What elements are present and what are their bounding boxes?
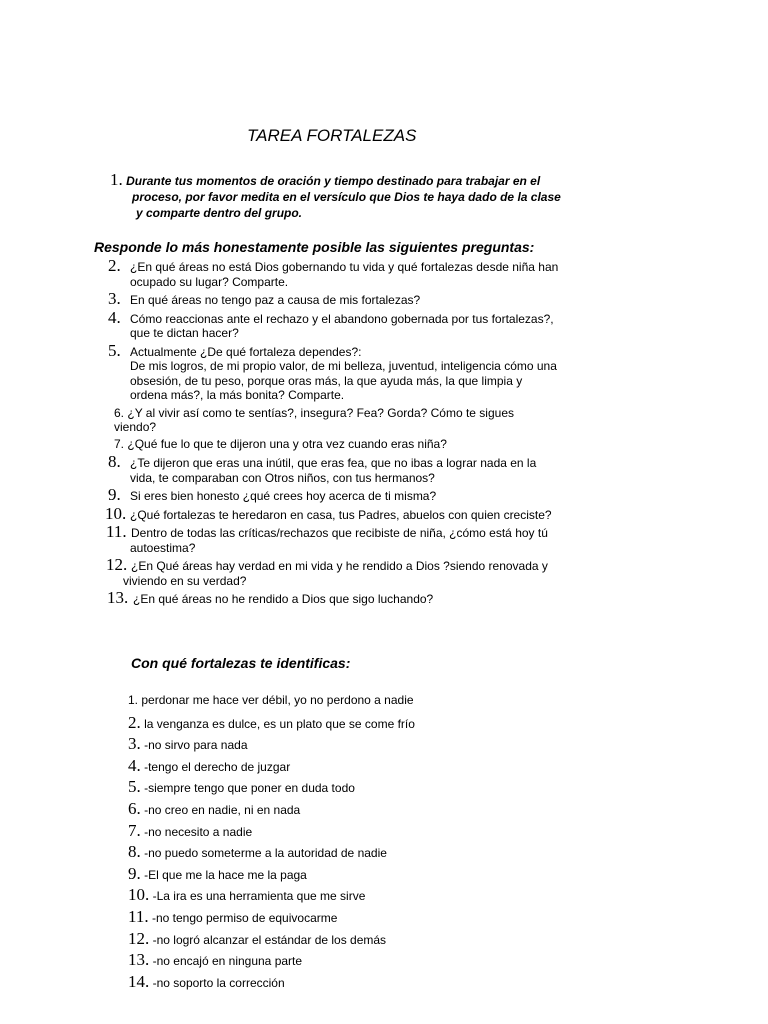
item-number: 7. (128, 820, 141, 840)
question-text: ¿En qué áreas no está Dios gobernando tu vida y qué fortalezas desde niña han (130, 260, 559, 274)
item-text: perdonar me hace ver débil, yo no perdono a nadie (141, 693, 414, 707)
question-number: 5. (108, 340, 121, 360)
questions-heading: Responde lo más honestamente posible las siguientes preguntas: (94, 239, 535, 255)
question-number: 8. (108, 452, 121, 471)
question-item (106, 522, 578, 555)
question-text: ¿En Qué áreas hay verdad en mi vida y he rendido a Dios ?siendo renovada y (131, 559, 548, 573)
questions-list (105, 256, 578, 610)
list-item (128, 971, 548, 993)
page-title: TAREA FORTALEZAS (247, 126, 417, 145)
item-text: -El que me la hace me la paga (144, 867, 307, 882)
identify-heading: Con qué fortalezas te identificas: (131, 655, 351, 671)
question-item (108, 307, 578, 341)
question-number: 6. (114, 405, 125, 420)
question-text: vida, te comparaban con Otros niños, con tus hermanos? (130, 470, 435, 485)
question-text: ¿En qué áreas no he rendido a Dios que sigo luchando? (133, 592, 434, 606)
item-text: -no puedo someterme a la autoridad de nadie (144, 846, 387, 861)
question-text: ¿Qué fortalezas te heredaron en casa, tus Padres, abuelos con quien creciste? (130, 507, 552, 522)
item-number: 6. (128, 798, 141, 818)
question-item (108, 289, 578, 308)
question-item (108, 452, 578, 485)
question-item (108, 437, 578, 452)
item-text: -no soporto la corrección (152, 975, 285, 990)
question-text: ocupado su lugar? Comparte. (130, 274, 289, 289)
item-text: -no encajó en ninguna parte (152, 954, 303, 969)
question-text: Dentro de todas las críticas/rechazos que recibiste de niña, ¿cómo está hoy tú (131, 526, 548, 540)
item-number: 14. (128, 971, 150, 991)
question-text: En qué áreas no tengo paz a causa de mis fortalezas? (130, 293, 421, 307)
question-number: 4. (108, 307, 121, 327)
item-number: 4. (128, 755, 141, 775)
question-item (108, 340, 578, 403)
question-text: ¿Qué fue lo que te dijeron una y otra vez cuando eras niña? (127, 436, 447, 451)
list-item (128, 841, 548, 863)
item-text: -La ira es una herramienta que me sirve (152, 889, 366, 904)
question-number: 13. (107, 588, 129, 607)
list-item (128, 906, 548, 928)
question-text: Cómo reaccionas ante el rechazo y el abandono gobernada por tus fortalezas?, (130, 311, 554, 326)
question-number: 2. (108, 256, 121, 275)
list-item (128, 690, 548, 712)
question-text: ordena más?, la más bonita? Comparte. (130, 388, 345, 402)
question-number: 11. (106, 522, 127, 541)
question-text: autoestima? (130, 540, 196, 555)
list-item (128, 755, 548, 777)
item-number: 1. (128, 693, 139, 707)
item-number: 5. (128, 777, 141, 797)
item-number: 9. (128, 863, 141, 883)
list-item (128, 820, 548, 842)
question-number: 3. (108, 289, 121, 308)
item-number: 2. (128, 712, 141, 732)
list-item (128, 798, 548, 820)
question-number: 10. (105, 503, 127, 523)
list-item (128, 884, 548, 906)
question-item (106, 555, 578, 588)
item-text: -no logró alcanzar el estándar de los demás (152, 932, 387, 947)
item-text: -tengo el derecho de juzgar (144, 759, 291, 774)
item-number: 10. (128, 885, 150, 905)
question-item (105, 503, 578, 523)
item-text: la venganza es dulce, es un plato que se come frío (144, 716, 415, 731)
item-number: 12. (128, 928, 150, 948)
question-number: 7. (114, 436, 125, 451)
question-item (108, 406, 578, 435)
intro-line: proceso, por favor medita en el versículo que Dios te haya dado de la clase (132, 190, 561, 204)
question-text: que te dictan hacer? (130, 326, 239, 340)
question-item (108, 256, 578, 289)
question-text: De mis logros, de mi propio valor, de mi belleza, juventud, inteligencia cómo una (130, 359, 557, 373)
item-number: 8. (128, 842, 141, 862)
item-number: 11. (128, 906, 149, 926)
question-text: ¿Te dijeron que eras una inútil, que eras fea, que no ibas a lograr nada en la (130, 456, 537, 470)
list-item (128, 733, 548, 755)
list-item (128, 949, 548, 971)
intro-number: 1. (110, 170, 123, 189)
item-text: -no sirvo para nada (144, 738, 248, 753)
question-text: obsesión, de tu peso, porque oras más, la que ayuda más, la que limpia y (130, 373, 523, 388)
question-text: ¿Y al vivir así como te sentías?, insegura? Fea? Gorda? Cómo te sigues (127, 405, 514, 420)
item-text: -no tengo permiso de equivocarme (151, 910, 338, 925)
question-text: Si eres bien honesto ¿qué crees hoy acerca de ti misma? (130, 489, 437, 503)
question-text: Actualmente ¿De qué fortaleza dependes?: (130, 344, 362, 359)
intro-line: y comparte dentro del grupo. (136, 206, 303, 220)
list-item (128, 863, 548, 885)
item-number: 13. (128, 950, 150, 970)
question-item (107, 588, 578, 607)
intro-instruction (110, 172, 570, 221)
question-item (108, 485, 578, 504)
item-text: -siempre tengo que poner en duda todo (144, 781, 355, 796)
list-item (128, 712, 548, 734)
list-item (128, 928, 548, 950)
item-text: -no creo en nadie, ni en nada (144, 802, 301, 817)
intro-line: Durante tus momentos de oración y tiempo destinado para trabajar en el (126, 174, 541, 188)
question-number: 9. (108, 485, 121, 504)
strongholds-list (128, 690, 548, 992)
question-text: viviendo en su verdad? (123, 573, 247, 588)
item-text: -no necesito a nadie (144, 824, 253, 839)
list-item (128, 776, 548, 798)
question-text: viendo? (114, 420, 157, 434)
question-number: 12. (106, 555, 128, 574)
item-number: 3. (128, 734, 141, 754)
